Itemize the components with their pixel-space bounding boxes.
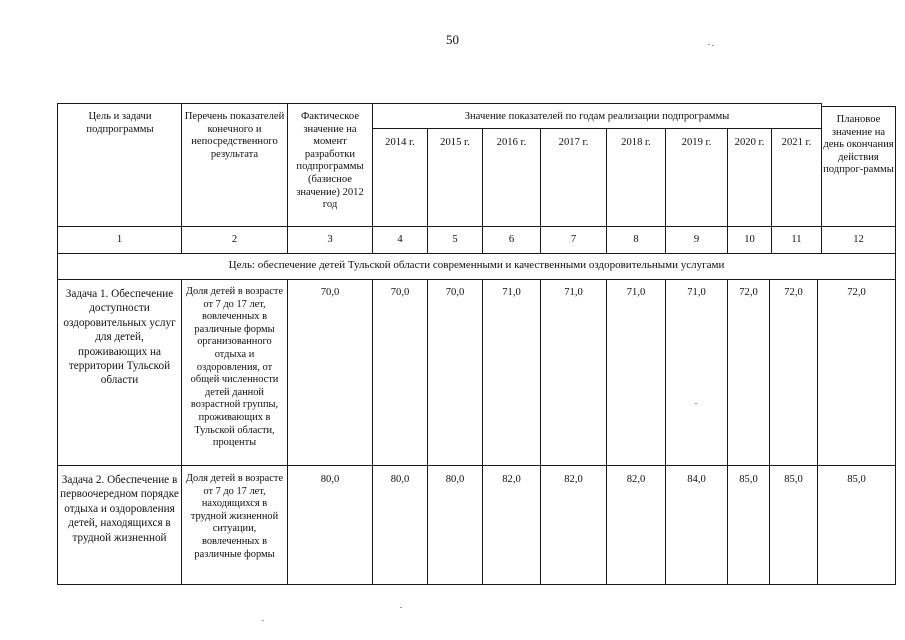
header-year: 2017 г.	[558, 137, 589, 148]
goal-row: Цель: обеспечение детей Тульской области современными и качественными оздоровительными услугами	[228, 259, 725, 271]
value-cell: 85,0	[784, 474, 803, 485]
header-year: 2018 г.	[621, 137, 651, 148]
value-cell: 71,0	[502, 287, 521, 298]
value-cell: 71,0	[626, 287, 646, 298]
task-2: Задача 2. Обеспечение в первоочередном порядке отдыха и оздоровления детей, находящихся в трудной жизненной	[60, 474, 179, 544]
value-cell: 71,0	[687, 287, 706, 298]
column-number: 6	[508, 234, 515, 245]
column-number: 9	[693, 234, 700, 245]
header-year: 2021 г.	[781, 137, 812, 148]
column-number: 10	[744, 234, 755, 245]
value-cell: 70,0	[445, 287, 465, 298]
scan-speck	[695, 403, 697, 404]
value-cell: 72,0	[847, 287, 866, 298]
header-planned-value: Плановое значение на день окончания действия подпрог-раммы	[823, 114, 894, 176]
header-year: 2015 г.	[440, 137, 470, 148]
value-cell: 85,0	[847, 474, 866, 485]
column-number: 5	[452, 234, 458, 245]
header-baseline: Фактическое значение на момент разработки подпрограммы (базисное значение) 2012 год	[296, 111, 364, 211]
value-cell: 80,0	[390, 474, 410, 485]
scan-speck	[712, 45, 714, 46]
value-cell: 80,0	[320, 474, 340, 485]
column-number: 3	[327, 234, 333, 245]
value-cell: 70,0	[390, 287, 410, 298]
column-number: 11	[791, 234, 802, 245]
value-cell: 85,0	[739, 474, 758, 485]
header-goals-tasks: Цель и задачи подпрограммы	[86, 111, 154, 135]
column-number: 2	[231, 234, 238, 245]
value-cell: 84,0	[687, 474, 706, 485]
page-number: 50	[446, 32, 459, 47]
column-number: 12	[853, 234, 864, 245]
value-cell: 80,0	[445, 474, 465, 485]
indicator-1: Доля детей в возрасте от 7 до 17 лет, вовлеченных в различные формы организованного отдыха и оздоровления, от общей численности детей данной возрастной группы, проживающих в Тульской области, проценты	[185, 286, 284, 449]
indicator-2: Доля детей в возрасте от 7 до 17 лет, находящихся в трудной жизненной ситуации, вовлеченных в различные формы	[185, 473, 284, 560]
header-year: 2019 г.	[681, 137, 712, 148]
scan-speck	[262, 620, 264, 621]
column-number: 1	[116, 234, 123, 245]
header-year: 2016 г.	[496, 137, 527, 148]
column-number: 7	[570, 234, 577, 245]
header-indicators: Перечень показателей конечного и непосредственного результата	[184, 111, 285, 160]
scan-speck	[708, 44, 710, 45]
scan-speck	[400, 607, 402, 608]
header-year: 2020 г.	[734, 137, 765, 148]
value-cell: 82,0	[626, 474, 646, 485]
column-number: 4	[397, 234, 403, 245]
header-year: 2014 г.	[385, 137, 415, 148]
task-1: Задача 1. Обеспечение доступности оздоровительных услуг для детей, проживающих на территории Тульской области	[63, 288, 176, 387]
value-cell: 71,0	[564, 287, 583, 298]
value-cell: 72,0	[784, 287, 803, 298]
value-cell: 72,0	[739, 287, 758, 298]
column-number: 8	[633, 234, 639, 245]
value-cell: 82,0	[564, 474, 583, 485]
value-cell: 70,0	[320, 287, 340, 298]
value-cell: 82,0	[502, 474, 521, 485]
header-years-group: Значение показателей по годам реализации подпрограммы	[464, 111, 730, 122]
